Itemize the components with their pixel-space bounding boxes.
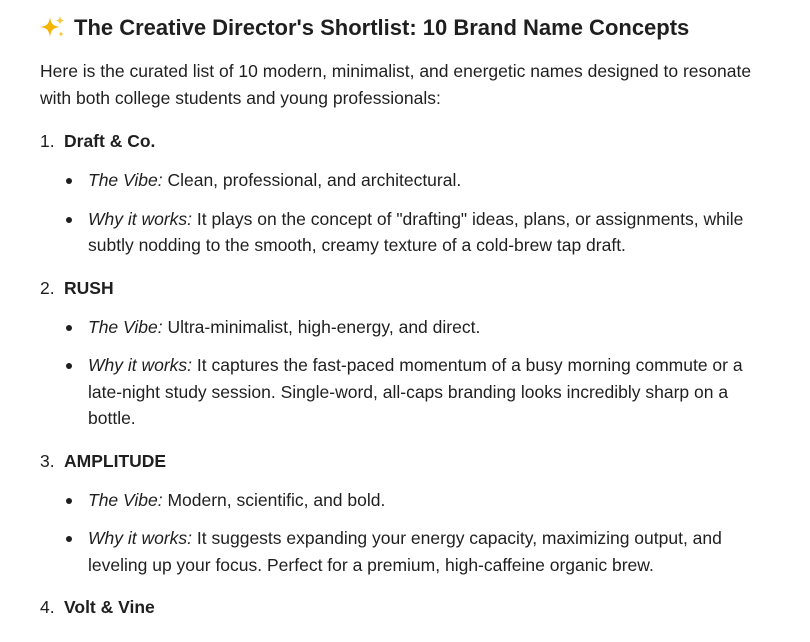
why-bullet (40, 206, 780, 259)
brand-name: RUSH (64, 277, 114, 298)
item-number: 3. (40, 450, 55, 471)
why-label: Why it works: (88, 528, 193, 548)
intro-paragraph: Here is the curated list of 10 modern, minimalist, and energetic names designed to resonate with both college students and young professionals: (40, 61, 752, 108)
brand-name: Draft & Co. (64, 131, 156, 151)
vibe-text: Modern, scientific, and bold. (162, 489, 386, 510)
item-number: 2. (40, 277, 55, 298)
bullet-dot (66, 536, 72, 542)
vibe-text: Clean, professional, and architectural. (162, 170, 462, 190)
bullet-dot (66, 217, 72, 223)
vibe-bullet (40, 167, 780, 194)
bullet-dot (66, 363, 72, 369)
sparkle-icon (40, 15, 66, 41)
brand-name: Volt & Vine (64, 597, 155, 617)
response-content (40, 12, 780, 621)
bullet-dot (66, 178, 72, 184)
page-title (40, 12, 780, 44)
vibe-text: Ultra-minimalist, high-energy, and direct. (162, 316, 481, 337)
list-item (40, 448, 780, 579)
name-row (40, 275, 780, 302)
why-text: It plays on the concept of "drafting" ideas, plans, or assignments, while subtly nodding to the smooth, creamy texture of a cold-brew tap draft. (88, 208, 744, 255)
list-item (40, 275, 780, 432)
page-title-text: The Creative Director's Shortlist: 10 Brand Name Concepts (74, 15, 690, 40)
detail-list (40, 487, 780, 579)
vibe-label: The Vibe: (88, 316, 163, 337)
name-row (40, 128, 780, 155)
item-number: 1. (40, 131, 55, 151)
why-text: It captures the fast-paced momentum of a busy morning commute or a late-night study session. Single-word, all-caps branding looks incredibly sharp on a bottle. (88, 355, 743, 428)
bullet-dot (66, 498, 72, 504)
vibe-label: The Vibe: (88, 489, 163, 510)
detail-list (40, 167, 780, 259)
why-bullet (40, 525, 780, 578)
name-row (40, 594, 780, 621)
list-item (40, 594, 780, 621)
item-number: 4. (40, 597, 55, 617)
why-bullet (40, 352, 780, 432)
vibe-label: The Vibe: (88, 170, 163, 190)
name-row (40, 448, 780, 475)
why-label: Why it works: (88, 208, 193, 229)
bullet-dot (66, 325, 72, 331)
why-text: It suggests expanding your energy capacity, maximizing output, and leveling up your focus. Perfect for a premium, high-caffeine organic brew. (88, 528, 722, 575)
brand-name: AMPLITUDE (64, 450, 167, 471)
vibe-bullet (40, 314, 780, 341)
vibe-bullet (40, 487, 780, 514)
detail-list (40, 314, 780, 432)
list-item (40, 128, 780, 259)
why-label: Why it works: (88, 355, 193, 375)
brand-name-list (40, 128, 780, 621)
